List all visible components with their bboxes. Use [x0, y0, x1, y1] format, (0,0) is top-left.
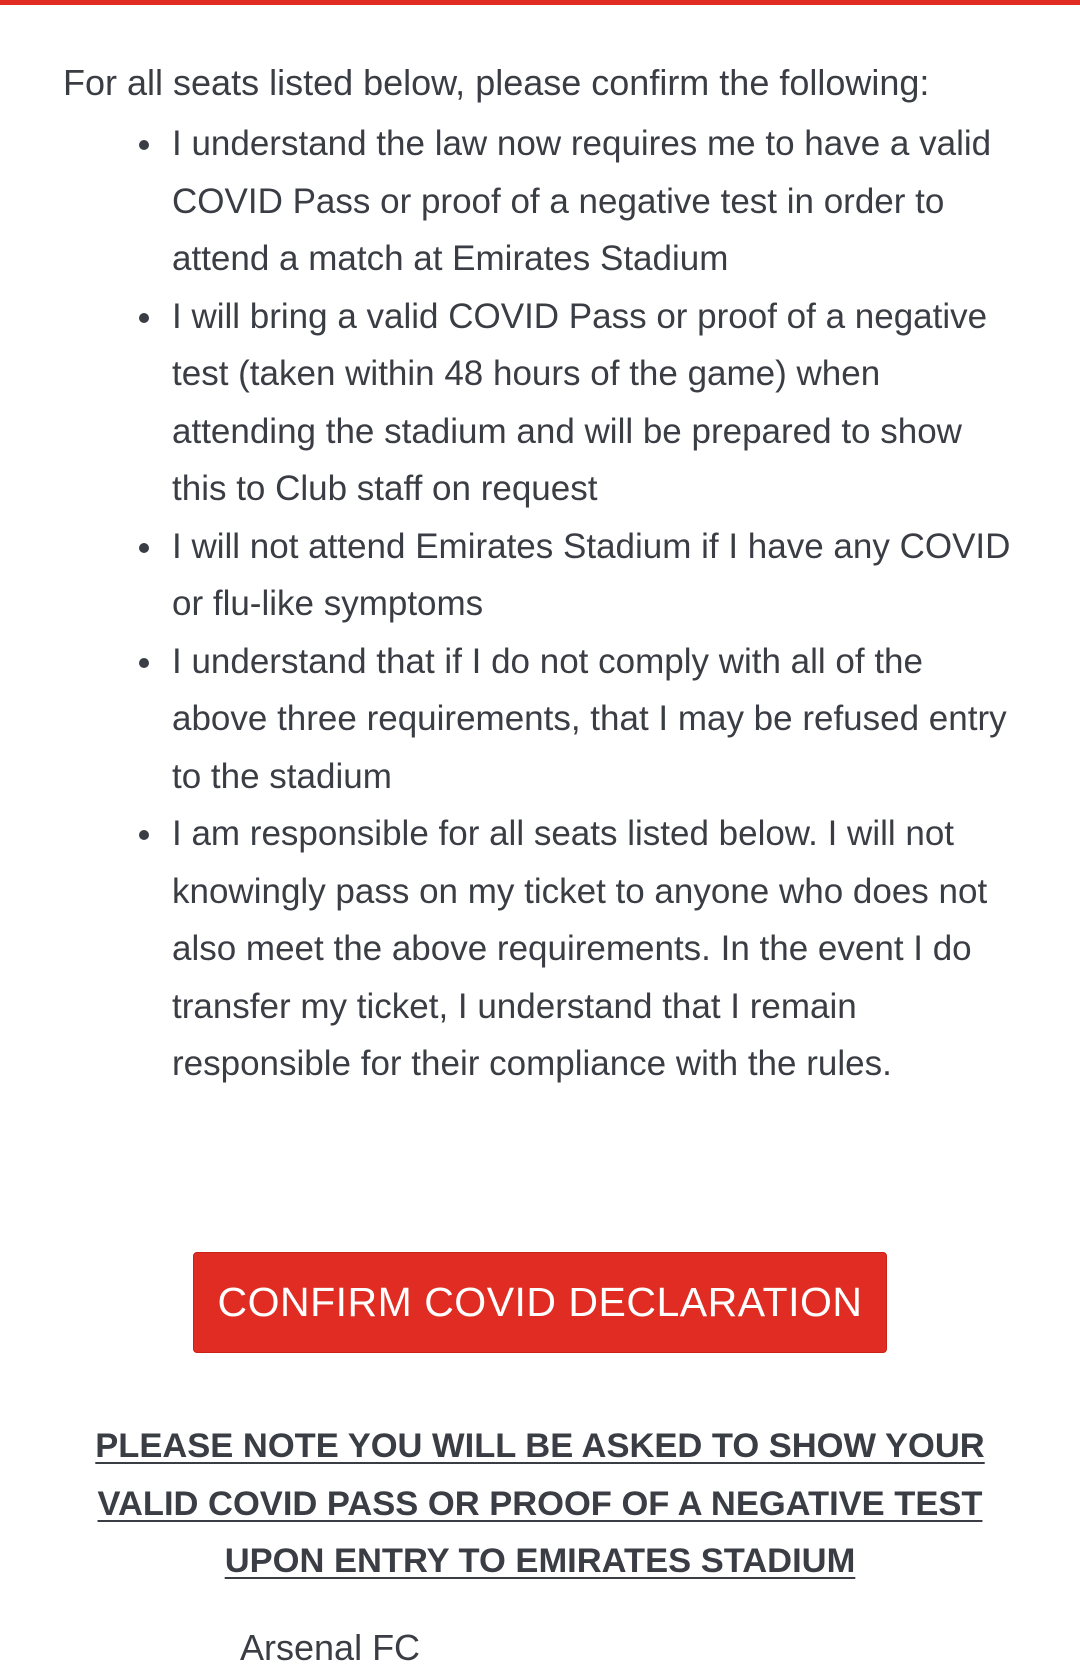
declaration-item-symptoms [172, 518, 1022, 633]
declaration-item-text: I understand the law now requires me to have a valid COVID Pass or proof of a negative test in order to attend a match at Emirates Stadium [172, 124, 992, 278]
declaration-item-refused-entry [172, 633, 1022, 806]
declaration-item-bring-pass [172, 288, 1022, 518]
bullet-icon [139, 830, 149, 840]
bullet-icon [139, 140, 149, 150]
declaration-item-text: I will not attend Emirates Stadium if I have any COVID or flu-like symptoms [172, 526, 1011, 623]
declaration-item-text: I understand that if I do not comply with all of the above three requirements, that I may be refused entry to the stadium [172, 641, 1007, 796]
declaration-item-responsibility [172, 805, 1022, 1093]
declaration-item-text: I will bring a valid COVID Pass or proof of a negative test (taken within 48 hours of the game) when attending the stadium and will be prepared to show this to Club staff on request [172, 296, 988, 508]
declaration-intro: For all seats listed below, please confirm the following: [63, 62, 930, 103]
top-accent-bar [0, 0, 1080, 5]
next-section-heading: Arsenal FC [240, 1628, 421, 1668]
bullet-icon [139, 313, 149, 323]
entry-requirement-notice: PLEASE NOTE YOU WILL BE ASKED TO SHOW YOUR VALID COVID PASS OR PROOF OF A NEGATIVE TEST UPON ENTRY TO EMIRATES STADIUM [95, 1427, 985, 1580]
declaration-item-text: I am responsible for all seats listed below. I will not knowingly pass on my ticket to anyone who does not also meet the above requirements. In the event I do transfer my ticket, I understand that I remain responsible for their compliance with the rules. [172, 814, 988, 1083]
confirm-covid-declaration-button[interactable]: CONFIRM COVID DECLARATION [193, 1252, 887, 1353]
bullet-icon [139, 658, 149, 668]
declaration-list [172, 115, 1022, 1093]
declaration-item-law-requirement [172, 115, 1022, 288]
bullet-icon [139, 543, 149, 553]
